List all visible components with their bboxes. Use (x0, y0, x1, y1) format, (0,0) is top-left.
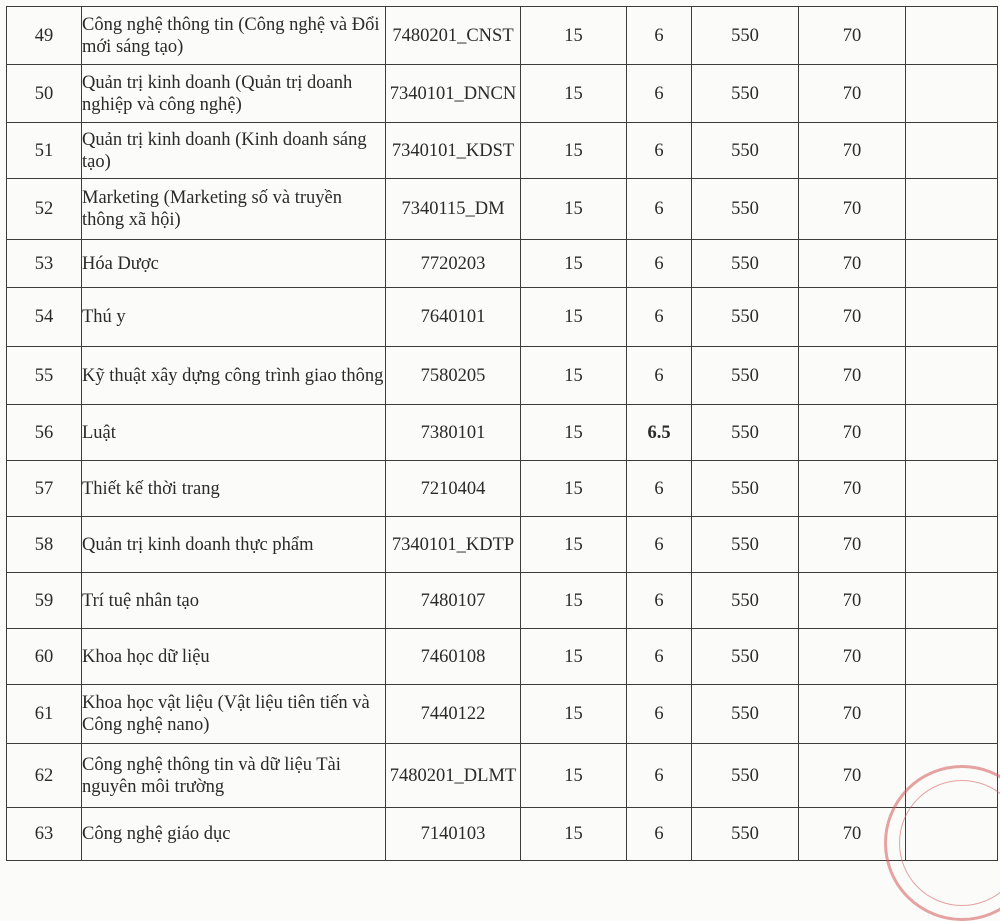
program-code: 7720203 (386, 240, 521, 288)
table-body (7, 7, 998, 861)
value-col-2: 6 (627, 461, 692, 517)
row-number: 61 (7, 685, 82, 744)
value-col-3: 550 (692, 347, 799, 405)
notes-cell (906, 405, 998, 461)
table-row (7, 517, 998, 573)
program-code: 7210404 (386, 461, 521, 517)
table-row (7, 685, 998, 744)
program-name: Khoa học vật liệu (Vật liệu tiên tiến và Công nghệ nano) (82, 685, 386, 744)
value-col-4: 70 (799, 405, 906, 461)
row-number: 58 (7, 517, 82, 573)
value-col-4: 70 (799, 179, 906, 240)
row-number: 53 (7, 240, 82, 288)
value-col-2: 6 (627, 685, 692, 744)
table-row (7, 808, 998, 861)
value-col-1: 15 (521, 240, 627, 288)
program-name: Luật (82, 405, 386, 461)
value-col-2: 6 (627, 7, 692, 65)
program-code: 7140103 (386, 808, 521, 861)
table-row (7, 7, 998, 65)
value-col-1: 15 (521, 65, 627, 123)
table-row (7, 744, 998, 808)
value-col-1: 15 (521, 808, 627, 861)
program-code: 7640101 (386, 288, 521, 347)
table-row (7, 65, 998, 123)
value-col-2: 6 (627, 65, 692, 123)
value-col-2: 6 (627, 573, 692, 629)
program-code: 7480201_DLMT (386, 744, 521, 808)
notes-cell (906, 629, 998, 685)
notes-cell (906, 65, 998, 123)
value-col-2: 6 (627, 179, 692, 240)
row-number: 57 (7, 461, 82, 517)
row-number: 60 (7, 629, 82, 685)
table-row (7, 629, 998, 685)
value-col-2: 6 (627, 744, 692, 808)
value-col-1: 15 (521, 123, 627, 179)
value-col-1: 15 (521, 685, 627, 744)
program-code: 7340101_KDTP (386, 517, 521, 573)
value-col-3: 550 (692, 629, 799, 685)
program-name: Quản trị kinh doanh (Kinh doanh sáng tạo) (82, 123, 386, 179)
value-col-4: 70 (799, 461, 906, 517)
value-col-3: 550 (692, 405, 799, 461)
value-col-4: 70 (799, 808, 906, 861)
notes-cell (906, 347, 998, 405)
program-code: 7460108 (386, 629, 521, 685)
program-code: 7340101_KDST (386, 123, 521, 179)
notes-cell (906, 517, 998, 573)
notes-cell (906, 573, 998, 629)
value-col-3: 550 (692, 65, 799, 123)
value-col-2: 6 (627, 123, 692, 179)
program-name: Kỹ thuật xây dựng công trình giao thông (82, 347, 386, 405)
value-col-3: 550 (692, 685, 799, 744)
value-col-4: 70 (799, 7, 906, 65)
value-col-4: 70 (799, 240, 906, 288)
notes-cell (906, 179, 998, 240)
program-name: Công nghệ giáo dục (82, 808, 386, 861)
value-col-1: 15 (521, 573, 627, 629)
program-code: 7340115_DM (386, 179, 521, 240)
table-row (7, 461, 998, 517)
value-col-4: 70 (799, 517, 906, 573)
program-name: Thiết kế thời trang (82, 461, 386, 517)
value-col-1: 15 (521, 517, 627, 573)
row-number: 59 (7, 573, 82, 629)
program-name: Quản trị kinh doanh (Quản trị doanh nghiệp và công nghệ) (82, 65, 386, 123)
value-col-3: 550 (692, 808, 799, 861)
value-col-4: 70 (799, 629, 906, 685)
program-code: 7480201_CNST (386, 7, 521, 65)
program-name: Marketing (Marketing số và truyền thông xã hội) (82, 179, 386, 240)
value-col-2: 6 (627, 240, 692, 288)
value-col-4: 70 (799, 573, 906, 629)
notes-cell (906, 123, 998, 179)
value-col-1: 15 (521, 744, 627, 808)
value-col-2: 6 (627, 517, 692, 573)
value-col-3: 550 (692, 288, 799, 347)
value-col-4: 70 (799, 347, 906, 405)
value-col-2: 6 (627, 629, 692, 685)
value-col-1: 15 (521, 288, 627, 347)
value-col-4: 70 (799, 744, 906, 808)
notes-cell (906, 240, 998, 288)
table-row (7, 179, 998, 240)
value-col-3: 550 (692, 517, 799, 573)
notes-cell (906, 7, 998, 65)
program-name: Trí tuệ nhân tạo (82, 573, 386, 629)
program-code: 7380101 (386, 405, 521, 461)
program-code: 7440122 (386, 685, 521, 744)
program-name: Công nghệ thông tin và dữ liệu Tài nguyên môi trường (82, 744, 386, 808)
value-col-4: 70 (799, 123, 906, 179)
value-col-3: 550 (692, 573, 799, 629)
value-col-3: 550 (692, 7, 799, 65)
program-name: Thú y (82, 288, 386, 347)
value-col-2: 6.5 (627, 405, 692, 461)
value-col-1: 15 (521, 405, 627, 461)
value-col-4: 70 (799, 685, 906, 744)
value-col-1: 15 (521, 461, 627, 517)
value-col-1: 15 (521, 179, 627, 240)
row-number: 49 (7, 7, 82, 65)
program-name: Khoa học dữ liệu (82, 629, 386, 685)
value-col-1: 15 (521, 347, 627, 405)
notes-cell (906, 461, 998, 517)
row-number: 56 (7, 405, 82, 461)
value-col-1: 15 (521, 629, 627, 685)
table-row (7, 405, 998, 461)
table-row (7, 573, 998, 629)
row-number: 55 (7, 347, 82, 405)
row-number: 63 (7, 808, 82, 861)
value-col-3: 550 (692, 744, 799, 808)
table-row (7, 240, 998, 288)
notes-cell (906, 288, 998, 347)
row-number: 54 (7, 288, 82, 347)
row-number: 62 (7, 744, 82, 808)
value-col-2: 6 (627, 347, 692, 405)
value-col-3: 550 (692, 240, 799, 288)
value-col-4: 70 (799, 288, 906, 347)
value-col-4: 70 (799, 65, 906, 123)
value-col-1: 15 (521, 7, 627, 65)
row-number: 52 (7, 179, 82, 240)
program-code: 7340101_DNCN (386, 65, 521, 123)
program-code: 7580205 (386, 347, 521, 405)
table-row (7, 123, 998, 179)
program-name: Hóa Dược (82, 240, 386, 288)
value-col-3: 550 (692, 461, 799, 517)
table-row (7, 347, 998, 405)
notes-cell (906, 685, 998, 744)
program-code: 7480107 (386, 573, 521, 629)
admission-table (6, 6, 998, 861)
value-col-2: 6 (627, 808, 692, 861)
row-number: 50 (7, 65, 82, 123)
program-name: Công nghệ thông tin (Công nghệ và Đổi mới sáng tạo) (82, 7, 386, 65)
program-name: Quản trị kinh doanh thực phẩm (82, 517, 386, 573)
row-number: 51 (7, 123, 82, 179)
value-col-3: 550 (692, 123, 799, 179)
table-row (7, 288, 998, 347)
value-col-2: 6 (627, 288, 692, 347)
value-col-3: 550 (692, 179, 799, 240)
